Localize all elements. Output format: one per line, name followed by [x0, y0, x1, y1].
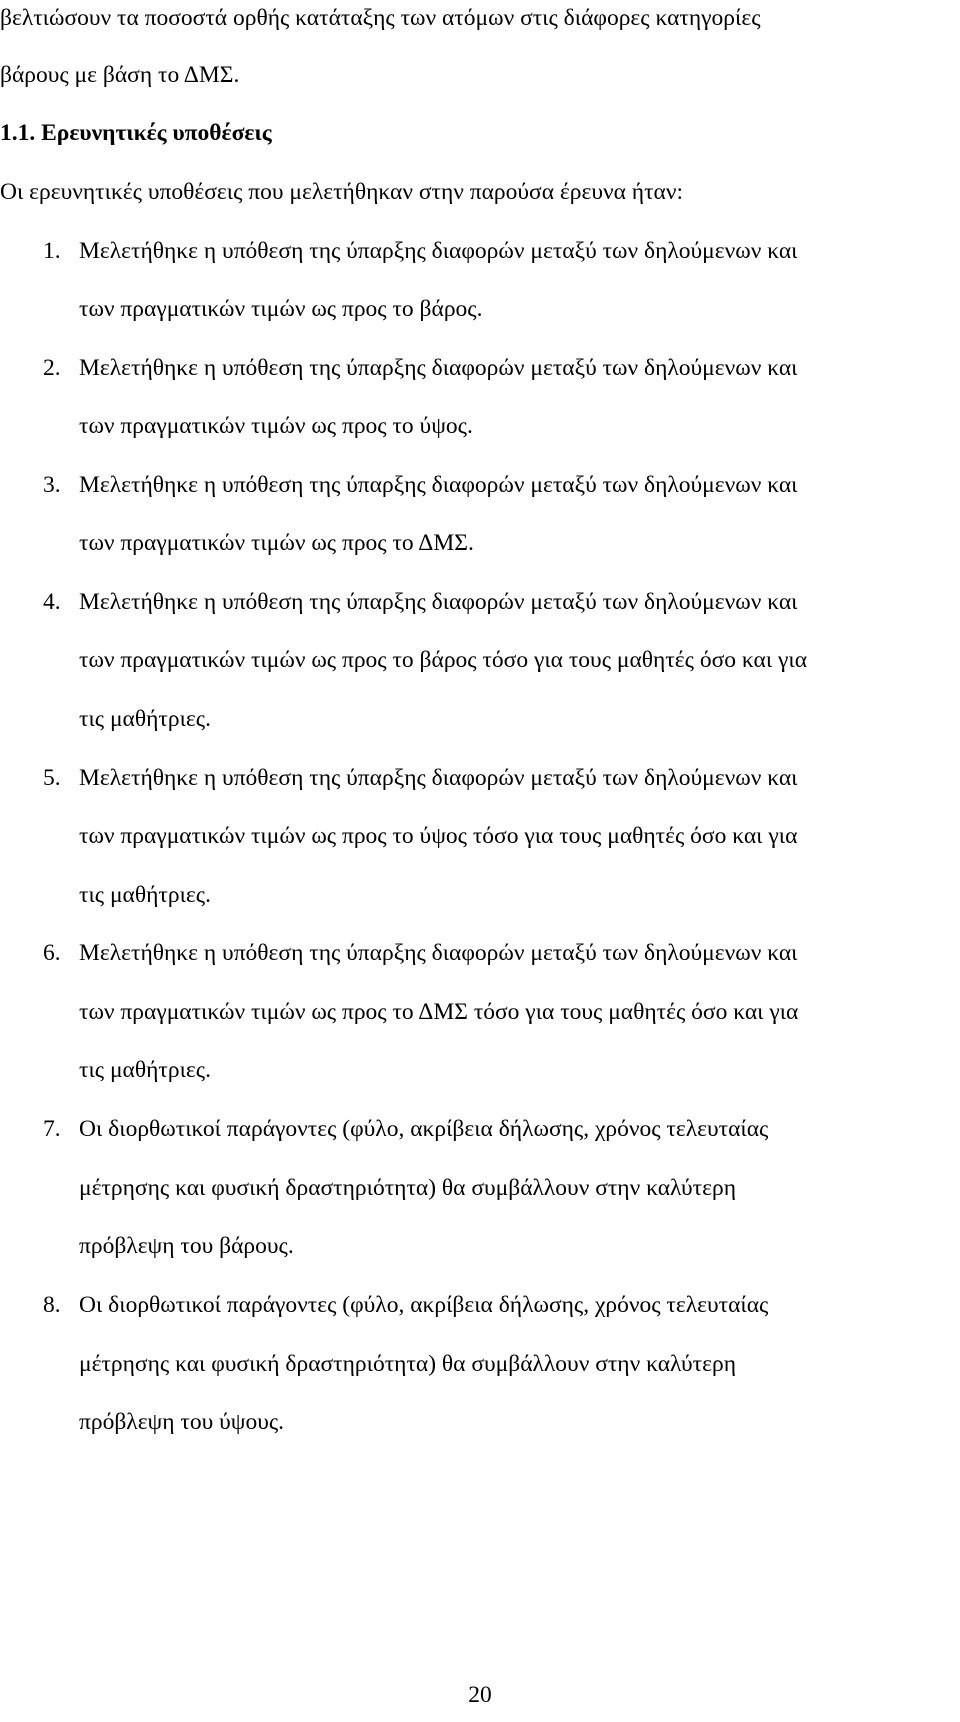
hypothesis-line: μέτρησης και φυσική δραστηριότητα) θα συμβάλλουν στην καλύτερη — [79, 1351, 736, 1377]
hypothesis-line: τις μαθήτριες. — [79, 1057, 211, 1083]
hypothesis-number: 1. — [43, 238, 61, 264]
hypothesis-line: Οι διορθωτικοί παράγοντες (φύλο, ακρίβεια δήλωσης, χρόνος τελευταίας — [79, 1292, 769, 1318]
section-lead: Οι ερευνητικές υποθέσεις που μελετήθηκαν στην παρούσα έρευνα ήταν: — [0, 179, 683, 205]
hypothesis-line: Μελετήθηκε η υπόθεση της ύπαρξης διαφορών μεταξύ των δηλούμενων και — [79, 940, 798, 966]
hypothesis-line: των πραγματικών τιμών ως προς το ΔΜΣ τόσο για τους μαθητές όσο και για — [79, 999, 799, 1025]
hypothesis-line: Μελετήθηκε η υπόθεση της ύπαρξης διαφορών μεταξύ των δηλούμενων και — [79, 472, 798, 498]
section-heading — [0, 118, 272, 148]
section-number: 1.1. — [0, 120, 36, 146]
hypothesis-line: των πραγματικών τιμών ως προς το ύψος. — [79, 413, 473, 439]
hypothesis-number: 6. — [43, 940, 61, 966]
hypothesis-line: πρόβλεψη του βάρους. — [79, 1233, 294, 1259]
hypothesis-line: Οι διορθωτικοί παράγοντες (φύλο, ακρίβεια δήλωσης, χρόνος τελευταίας — [79, 1116, 769, 1142]
hypothesis-line: μέτρησης και φυσική δραστηριότητα) θα συμβάλλουν στην καλύτερη — [79, 1175, 736, 1201]
hypothesis-number: 2. — [43, 355, 61, 381]
intro-line-1: βελτιώσουν τα ποσοστά ορθής κατάταξης των ατόμων στις διάφορες κατηγορίες — [0, 5, 761, 31]
hypothesis-line: Μελετήθηκε η υπόθεση της ύπαρξης διαφορών μεταξύ των δηλούμενων και — [79, 238, 798, 264]
hypothesis-line: Μελετήθηκε η υπόθεση της ύπαρξης διαφορών μεταξύ των δηλούμενων και — [79, 765, 798, 791]
hypothesis-line: των πραγματικών τιμών ως προς το βάρος. — [79, 296, 483, 322]
hypothesis-line: των πραγματικών τιμών ως προς το ύψος τόσο για τους μαθητές όσο και για — [79, 823, 798, 849]
hypothesis-number: 4. — [43, 589, 61, 615]
section-title: Ερευνητικές υποθέσεις — [41, 120, 272, 146]
hypothesis-line: των πραγματικών τιμών ως προς το ΔΜΣ. — [79, 530, 474, 556]
hypothesis-number: 7. — [43, 1116, 61, 1142]
page-number: 20 — [468, 1682, 492, 1708]
hypothesis-number: 8. — [43, 1292, 61, 1318]
hypothesis-number: 3. — [43, 472, 61, 498]
hypothesis-number: 5. — [43, 765, 61, 791]
hypothesis-line: των πραγματικών τιμών ως προς το βάρος τόσο για τους μαθητές όσο και για — [79, 647, 808, 673]
hypothesis-line: Μελετήθηκε η υπόθεση της ύπαρξης διαφορών μεταξύ των δηλούμενων και — [79, 589, 798, 615]
hypothesis-line: τις μαθήτριες. — [79, 882, 211, 908]
intro-line-2: βάρους με βάση το ΔΜΣ. — [0, 62, 240, 88]
hypothesis-line: πρόβλεψη του ύψους. — [79, 1409, 285, 1435]
hypothesis-line: Μελετήθηκε η υπόθεση της ύπαρξης διαφορών μεταξύ των δηλούμενων και — [79, 355, 798, 381]
hypothesis-line: τις μαθήτριες. — [79, 706, 211, 732]
